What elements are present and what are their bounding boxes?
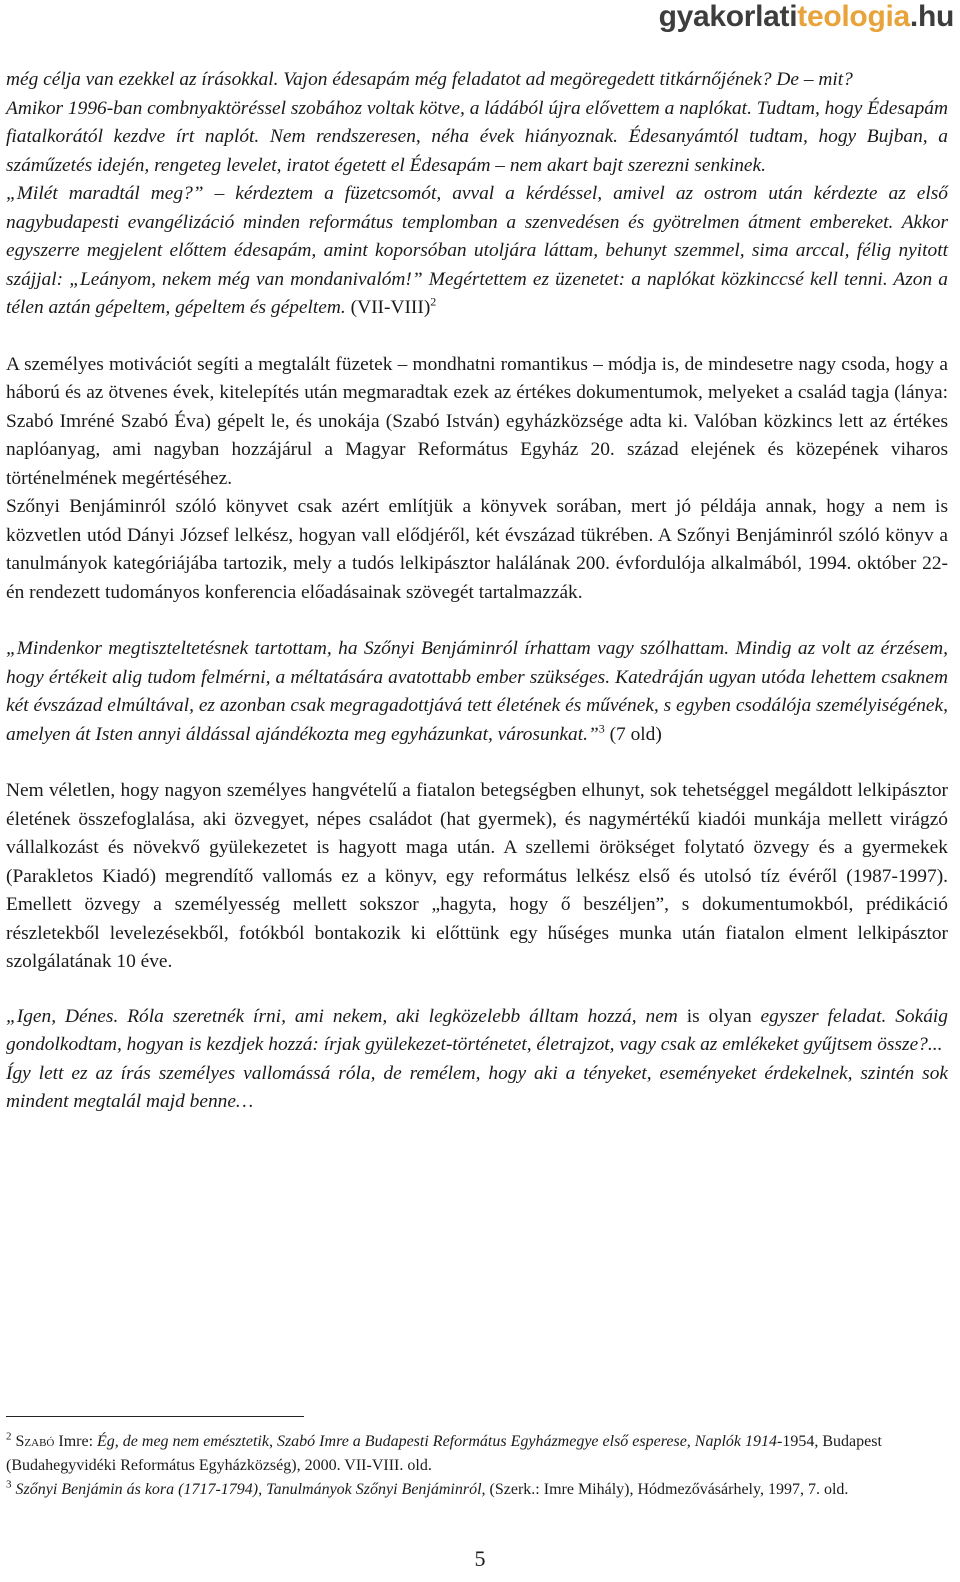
page-number: 5 [474,1546,486,1571]
footnote-ref-2[interactable]: 2 [430,294,437,309]
logo-part-domain: .hu [909,0,954,33]
footnote-2-author-given: Imre: [54,1433,98,1450]
footnote-2-publication: 1954, Budapest (Budahegyvidéki Református Egyházközség), 2000. VII-VIII. old. [6,1433,882,1474]
footnote-2-number: 2 [6,1430,12,1443]
footnote-3-title: Szőnyi Benjámin ás kora (1717-1794), Tanulmányok Szőnyi Benjáminról, [15,1481,486,1498]
logo-part-gyakorlati: gyakorlati [658,0,798,33]
paragraph-7: Nem véletlen, hogy nagyon személyes hangvételű a fiatalon betegségben elhunyt, sok tehetséggel megáldott lelkipásztor életének összefoglalása, aki özvegyet, népes családot (hat gyermek), és nagymértékű kiadói munkája mellett virágzó vállalkozást és növekvő gyülekezetet is hagyott maga után. A szellemi örökséget folytató özvegy és a gyermekek (Parakletos Kiadó) megrendítő vallomás ez a könyv, egy református lelkész első és utolsó tíz évéről (1987-1997). Emellett özvegy a személyesség mellett sokszor „hagyta, hogy ő beszéljen”, s dokumentumokból, prédikáció részletekből levelezésekből, fotókból bontakozik ki előttünk egy hűséges munka után fiatalon elment lelkipásztor szolgálatának 10 éve. [6,780,948,972]
paragraph-1: még célja van ezekkel az írásokkal. Vajon édesapám még feladatot ad megöregedett titkárnőjének? De – mit? [6,69,853,90]
paragraph-6-reference: (7 old) [604,723,662,745]
footnote-divider [6,1416,304,1417]
footnote-ref-3[interactable]: 3 [598,721,605,736]
paragraph-2: Amikor 1996-ban combnyaktöréssel szobához voltak kötve, a ládából újra elővettem a naplókat. Tudtam, hogy Édesapám fiatalkorától kezdve írt naplót. Nem rendszeresen, néha évek hiányoznak. Édesanyámtól tudtam, hogy Bujban, a száműzetés idején, rengeteg levelet, iratot égetett el Édesapám – nem akart bajt szerezni senkinek. [6,97,948,176]
paragraph-3-quote: „Milét maradtál meg?” – kérdeztem a füzetcsomót, avval a kérdéssel, amivel az ostrom után kérdezte az első nagybudapesti evangélizáció minden református templomban a szenvedésen és gyötrelmen átment embereket. Akkor egyszerre megjelent előttem édesapám, amint koporsóban utoljára láttam, behunyt szemmel, sima arccal, félig nyitott szájjal: „Leányom, nekem még van mondanivalóm!” Megértettem ez üzenetet: a naplókat közkinccsé kell tenni. Azon a télen aztán gépeltem, gépeltem és gépeltem. [6,183,948,318]
paragraph-3 [6,180,948,323]
footnotes [6,1430,948,1502]
footnote-3-publication: (Szerk.: Imre Mihály), Hódmezővásárhely, 1997, 7. old. [485,1481,849,1498]
footnote-2 [6,1430,948,1478]
paragraph-8-normal: is olyan [677,1005,752,1027]
footnote-3 [6,1478,948,1502]
paragraph-8-quote-a: „Igen, Dénes. Róla szeretnék írni, ami nekem, aki legközelebb álltam hozzá, nem [6,1005,678,1027]
paragraph-6 [6,635,948,749]
paragraph-8 [6,1003,948,1060]
paragraph-4: A személyes motivációt segíti a megtalált füzetek – mondhatni romantikus – módja is, de mindesetre nagy csoda, hogy a háború és az ötvenes évek, kitelepítés után megmaradtak ezek az értékes dokumentumok, melyeket a család tagja (lánya: Szabó Imréné Szabó Éva) gépelt le, és unokája (Szabó István) egyházközsége adta ki. Valóban közkincs lett az értékes naplóanyag, ami nagyban hozzájárul a Magyar Református Egyház 20. század elejének és közepének viharos történelmének megértéséhez. [6,353,948,489]
paragraph-6-quote: „Mindenkor megtiszteltetésnek tartottam, ha Szőnyi Benjáminról írhattam vagy szólhattam. Mindig az volt az érzésem, hogy értékeit alig tudom felmérni, a méltatására avatottabb ember szükséges. Katedráján ugyan utóda lehettem csaknem két évszázad elmúltával, ez azonban csak megragadottjává tett életének és művének, s egyben csodálója személyiségének, amelyen át Isten annyi áldással ajándékozta meg egyházunkat, városunkat.” [6,638,948,745]
paragraph-9: Így lett ez az írás személyes vallomássá róla, de remélem, hogy aki a tényeket, eseményeket érdekelnek, szintén sok mindent megtalál majd benne… [6,1062,948,1112]
document-body [6,66,948,1117]
paragraph-3-reference: (VII-VIII) [345,297,431,318]
footnote-3-number: 3 [6,1478,12,1491]
logo-part-teologia: teologia [797,0,910,33]
footnote-2-author-initial: S [15,1433,25,1450]
footnote-2-author-surname: zabó [24,1433,55,1450]
site-logo[interactable] [659,0,954,34]
paragraph-5: Szőnyi Benjáminról szóló könyvet csak azért említjük a könyvek sorában, mert jó példája annak, hogy a nem is közvetlen utód Dányi József lelkész, hogyan vall elődjéről, két évszázad tükrében. A Szőnyi Benjáminról szóló könyv a tanulmányok kategóriájába tartozik, mely a tudós lelkipásztor halálának 200. évfordulója alkalmából, 1994. október 22-én rendezett tudományos konferencia előadásainak szövegét tartalmazzák. [6,496,948,603]
paragraph-8-quote-b: egyszer feladat. Sokáig gondolkodtam, hogyan is kezdjek hozzá: írjak gyülekezet-történetet, életrajzot, vagy csak az emlékeket gyűjtsem össze?... [6,1005,948,1055]
footnote-2-title: Ég, de meg nem emésztetik, Szabó Imre a Budapesti Református Egyházmegye első esperese, Naplók 1914- [97,1433,783,1450]
